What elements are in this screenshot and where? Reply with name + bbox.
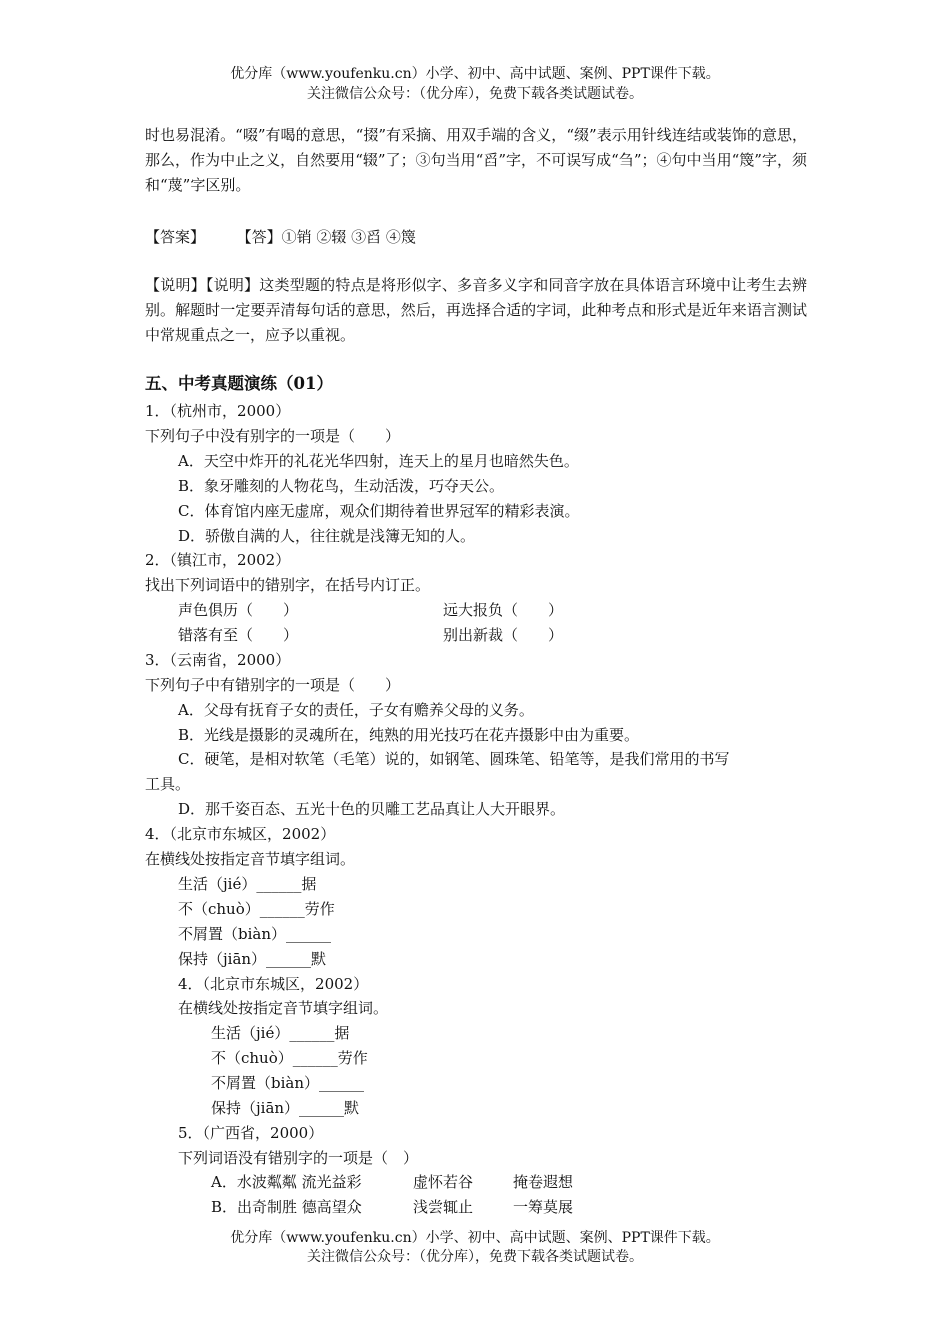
q4-repeat-item-3: 不屑置（biàn）______ <box>211 1074 365 1092</box>
q4-item-2: 不（chuò）______劳作 <box>178 900 335 918</box>
section-title: 五、中考真题演练（01） <box>145 374 333 393</box>
q4-repeat-head: 4．（北京市东城区，2002） <box>178 975 369 993</box>
q1-prompt: 下列句子中没有别字的一项是（ ） <box>145 427 401 445</box>
q5-prompt: 下列词语没有错别字的一项是（ ） <box>178 1149 419 1167</box>
intro-paragraph: 时也易混淆。“啜”有喝的意思，“掇”有采摘、用双手端的含义，“缀”表示用针线连结或装饰的意思，那么，作为中止之义，自然要用“辍”了；③句当用“舀”字，不可误写成“刍”；④句中当用“篾”字，须和“蔑”字区别。 <box>145 126 807 194</box>
q4-item-1: 生活（jié）______据 <box>178 875 317 893</box>
q3-option-c-cont: 工具。 <box>145 775 191 793</box>
q2-item-3: 错落有至（ ） <box>178 626 299 644</box>
q1-option-d: D．骄傲自满的人，往往就是浅簿无知的人。 <box>178 527 476 545</box>
q4-repeat-item-1: 生活（jié）______据 <box>211 1024 350 1042</box>
q3-option-b: B．光线是摄影的灵魂所在，纯熟的用光技巧在花卉摄影中由为重要。 <box>178 726 640 744</box>
q1-option-b: B．象牙雕刻的人物花鸟，生动活泼，巧夺天公。 <box>178 477 505 495</box>
answer-text: 【答】①销 ②辍 ③舀 ④篾 <box>236 228 416 246</box>
q4-repeat-item-4: 保持（jiān）______默 <box>211 1099 360 1117</box>
q3-prompt: 下列句子中有错别字的一项是（ ） <box>145 676 401 694</box>
q3-option-c: C．硬笔，是相对软笔（毛笔）说的，如钢笔、圆珠笔、铅笔等，是我们常用的书写 <box>178 750 730 768</box>
q4-repeat-item-2: 不（chuò）______劳作 <box>211 1049 368 1067</box>
q2-item-1: 声色俱历（ ） <box>178 601 299 619</box>
footer-line-1: 优分库（www.youfenku.cn）小学、初中、高中试题、案例、PPT课件下载。 <box>230 1230 720 1246</box>
q5-head: 5．（广西省，2000） <box>178 1124 324 1142</box>
q5-row-b-part-3: 一筹莫展 <box>513 1198 574 1216</box>
q3-head: 3．（云南省，2000） <box>145 651 291 669</box>
header-line-1: 优分库（www.youfenku.cn）小学、初中、高中试题、案例、PPT课件下载。 <box>230 66 720 82</box>
q4-item-3: 不屑置（biàn）______ <box>178 925 332 943</box>
q1-head: 1．（杭州市，2000） <box>145 402 291 420</box>
answer-line <box>145 228 416 246</box>
q2-head: 2．（镇江市，2002） <box>145 551 291 569</box>
footer-line-2: 关注微信公众号：（优分库），免费下载各类试题试卷。 <box>307 1249 643 1265</box>
q1-option-a: A．天空中炸开的礼花光华四射，连天上的星月也暗然失色。 <box>178 452 579 470</box>
q1-option-c: C．体育馆内座无虚席，观众们期待着世界冠军的精彩表演。 <box>178 502 580 520</box>
header-line-2: 关注微信公众号：（优分库），免费下载各类试题试卷。 <box>307 86 643 102</box>
q4-head: 4．（北京市东城区，2002） <box>145 825 336 843</box>
note-paragraph: 【说明】【说明】这类型题的特点是将形似字、多音多义字和同音字放在具体语言环境中让考生去辨别。解题时一定要弄清每句话的意思，然后，再选择合适的字词，此种考点和形式是近年来语言测试中常规重点之一，应予以重视。 <box>145 276 807 344</box>
q2-item-2: 远大报负（ ） <box>443 601 564 619</box>
q5-row-a-part-2: 虚怀若谷 <box>413 1173 474 1191</box>
answer-label: 【答案】 <box>145 228 206 246</box>
q5-row-a-part-1: A．水波粼粼 流光益彩 <box>211 1173 362 1191</box>
q5-row-b-part-1: B．出奇制胜 德高望众 <box>211 1198 362 1216</box>
q3-option-d: D．那千姿百态、五光十色的贝雕工艺品真让人大开眼界。 <box>178 800 566 818</box>
q3-option-a: A．父母有抚育子女的责任，子女有赡养父母的义务。 <box>178 701 534 719</box>
q2-item-4: 别出新裁（ ） <box>443 626 564 644</box>
q2-prompt: 找出下列词语中的错别字，在括号内订正。 <box>145 576 431 594</box>
q5-row-b-part-2: 浅尝辄止 <box>413 1198 474 1216</box>
q4-prompt: 在横线处按指定音节填字组词。 <box>145 850 356 868</box>
q4-item-4: 保持（jiān）______默 <box>178 950 327 968</box>
q5-row-a-part-3: 掩卷遐想 <box>513 1173 574 1191</box>
q4-repeat-prompt: 在横线处按指定音节填字组词。 <box>178 999 389 1017</box>
